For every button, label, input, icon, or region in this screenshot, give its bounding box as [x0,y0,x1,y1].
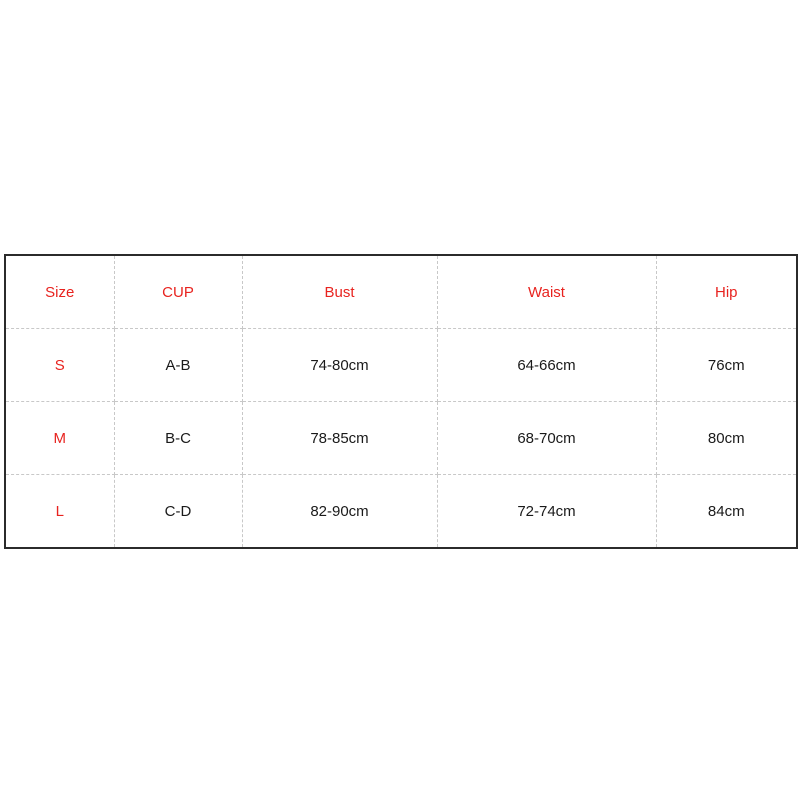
cup-cell: B-C [114,402,242,475]
size-chart-table [4,254,798,549]
header-cup: CUP [114,255,242,329]
bust-cell: 82-90cm [242,475,437,549]
header-size: Size [5,255,114,329]
waist-cell: 72-74cm [437,475,656,549]
size-cell: M [5,402,114,475]
waist-cell: 68-70cm [437,402,656,475]
hip-cell: 76cm [656,329,797,402]
header-hip: Hip [656,255,797,329]
table-row [5,402,797,475]
waist-cell: 64-66cm [437,329,656,402]
size-cell: L [5,475,114,549]
cup-cell: A-B [114,329,242,402]
table-row [5,475,797,549]
table-row [5,329,797,402]
size-cell: S [5,329,114,402]
cup-cell: C-D [114,475,242,549]
bust-cell: 74-80cm [242,329,437,402]
bust-cell: 78-85cm [242,402,437,475]
header-waist: Waist [437,255,656,329]
hip-cell: 84cm [656,475,797,549]
header-bust: Bust [242,255,437,329]
table-header-row [5,255,797,329]
hip-cell: 80cm [656,402,797,475]
